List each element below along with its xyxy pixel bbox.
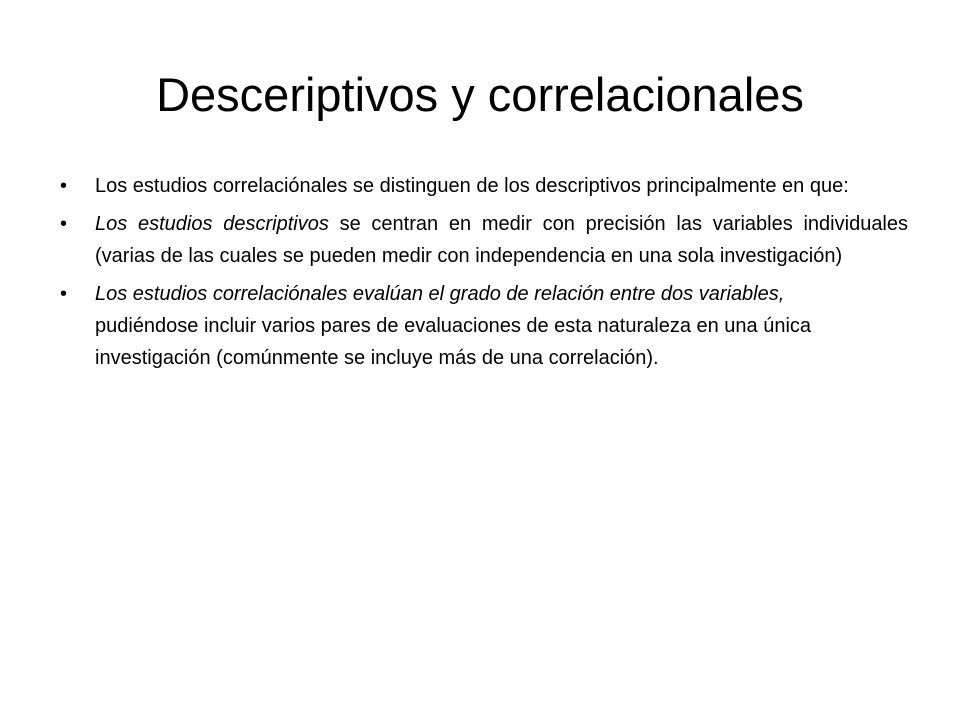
bullet-italic-text: Los estudios descriptivos: [95, 213, 329, 235]
slide-title: Desceriptivos y correlacionales: [156, 68, 804, 121]
bullet-item-1: [58, 170, 908, 202]
bullet-dot-icon: •: [60, 213, 68, 235]
bullet-list: [58, 170, 908, 380]
bullet-italic-text: Los estudios correlaciónales evalúan el grado de relación entre dos variables,: [95, 283, 785, 305]
bullet-item-2: [58, 208, 908, 272]
bullet-text: pudiéndose incluir varios pares de evaluaciones de esta naturaleza en una única investigación (comúnmente se incluye más de una correlación).: [95, 315, 812, 369]
bullet-text: Los estudios correlaciónales se distinguen de los descriptivos principalmente en que:: [95, 175, 849, 197]
bullet-dot-icon: •: [60, 175, 68, 197]
bullet-dot-icon: •: [60, 283, 68, 305]
bullet-text: se centran en medir con precisión las variables individuales (varias de las cuales se pueden medir con independencia en una sola investigación): [95, 213, 909, 267]
bullet-item-3: [58, 278, 873, 374]
